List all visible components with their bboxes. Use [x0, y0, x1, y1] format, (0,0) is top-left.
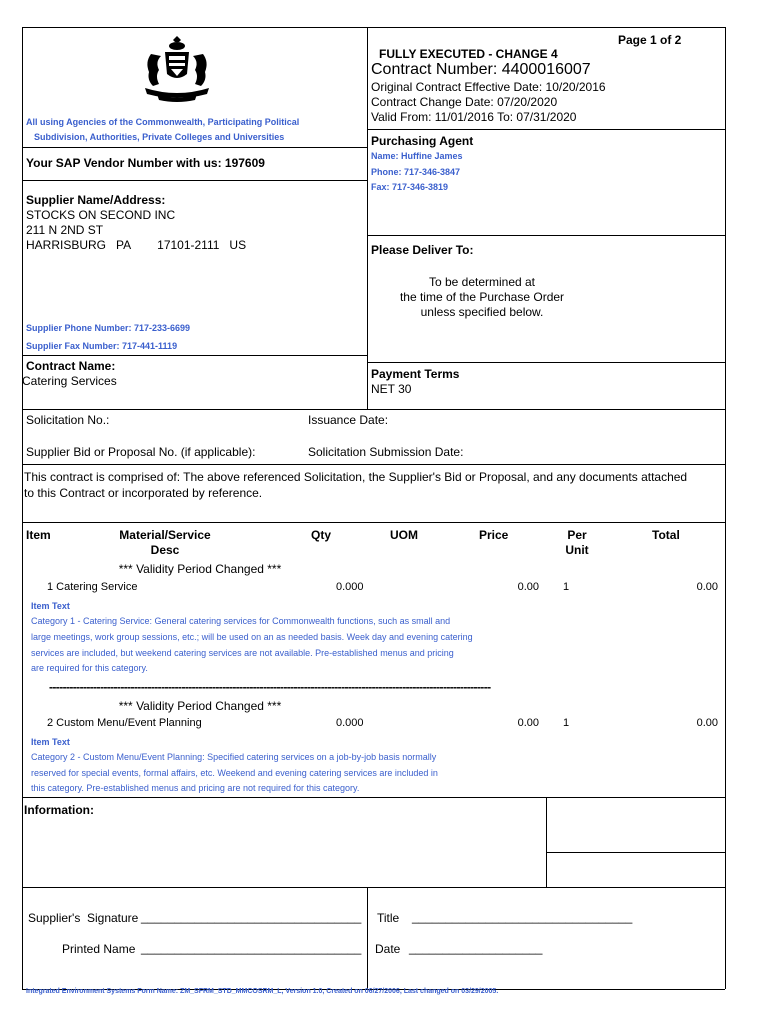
- printed-name-label: Printed Name: [62, 942, 136, 956]
- supplier-phone: Supplier Phone Number: 717-233-6699: [26, 323, 191, 333]
- item-2-text-label: Item Text: [31, 737, 70, 747]
- status-label: FULLY EXECUTED - CHANGE 4: [379, 47, 558, 61]
- item-2-text-line: Category 2 - Custom Menu/Event Planning: Specified catering services on a job-by-job basis normally: [31, 752, 437, 762]
- payment-terms-label: Payment Terms: [371, 367, 460, 381]
- col-uom: UOM: [390, 528, 418, 542]
- submission-date-label: Solicitation Submission Date:: [308, 445, 464, 459]
- item-2-qty: 0.000: [336, 717, 364, 729]
- frame-top: [22, 27, 725, 28]
- signature-label: Supplier's Signature: [28, 911, 139, 925]
- col-per-1: Per: [567, 528, 587, 542]
- item-1-qty: 0.000: [336, 581, 364, 593]
- item-1-text-line: Category 1 - Catering Service: General catering services for Commonwealth functions, such as small and: [31, 616, 451, 626]
- item-1-text-line: are required for this category.: [31, 663, 148, 673]
- divider-left-2: [22, 180, 367, 181]
- printed-name-field[interactable]: _________________________________: [141, 941, 362, 955]
- divider-full-4: [22, 797, 725, 798]
- item-1-price: 0.00: [517, 581, 539, 593]
- signature-divider: [367, 887, 368, 989]
- item-1-text-line: large meetings, work group sessions, etc.; will be used on an as needed basis. Week day and evening catering: [31, 632, 473, 642]
- information-divider: [546, 797, 547, 887]
- supplier-name: STOCKS ON SECOND INC: [26, 208, 176, 222]
- frame-right: [725, 27, 726, 989]
- valid-range: Valid From: 11/01/2016 To: 07/31/2020: [371, 110, 577, 124]
- bid-number-label: Supplier Bid or Proposal No. (if applicable):: [26, 445, 256, 459]
- item-1-text-line: services are included, but weekend catering services are not available. Pre-established menus and pricing: [31, 648, 454, 658]
- item-1-per: 1: [563, 581, 570, 593]
- supplier-street: 211 N 2ND ST: [26, 223, 104, 237]
- divider-right-1: [367, 129, 725, 130]
- divider-full-2: [22, 464, 725, 465]
- col-price: Price: [479, 528, 509, 542]
- divider-left-3: [22, 355, 367, 356]
- item-2-text-line: this category. Pre-established menus and pricing are not required for this category.: [31, 783, 360, 793]
- item-1-total: 0.00: [696, 581, 718, 593]
- item-1-validity: *** Validity Period Changed ***: [118, 562, 282, 576]
- information-box-line: [546, 852, 725, 853]
- purchasing-agent-title: Purchasing Agent: [371, 134, 474, 148]
- agent-name: Name: Huffine James: [371, 151, 463, 161]
- col-total: Total: [652, 528, 680, 542]
- supplier-label: Supplier Name/Address:: [26, 193, 166, 207]
- divider-full-3: [22, 522, 725, 523]
- solicitation-number-label: Solicitation No.:: [26, 413, 110, 427]
- col-material-2: Desc: [150, 543, 180, 557]
- signature-field[interactable]: _________________________________: [141, 910, 362, 924]
- issuance-date-label: Issuance Date:: [308, 413, 389, 427]
- deliver-to-line3: unless specified below.: [420, 305, 544, 319]
- item-2-per: 1: [563, 717, 570, 729]
- information-label: Information:: [24, 803, 94, 817]
- comprised-line1: This contract is comprised of: The above referenced Solicitation, the Supplier's Bid or Proposal, and any documents attached: [24, 470, 688, 484]
- contract-number: Contract Number: 4400016007: [371, 61, 591, 78]
- item-2-price: 0.00: [517, 717, 539, 729]
- col-material-1: Material/Service: [119, 528, 211, 542]
- item-2-validity: *** Validity Period Changed ***: [118, 699, 282, 713]
- column-divider: [367, 27, 368, 409]
- commonwealth-seal-icon: [137, 36, 217, 104]
- divider-full-1: [22, 409, 725, 410]
- agencies-note-line2: Subdivision, Authorities, Private Colleges and Universities: [34, 132, 285, 142]
- supplier-fax: Supplier Fax Number: 717-441-1119: [26, 341, 178, 351]
- col-qty: Qty: [311, 528, 332, 542]
- vendor-number: Your SAP Vendor Number with us: 197609: [26, 156, 265, 170]
- agent-fax: Fax: 717-346-3819: [371, 182, 449, 192]
- divider-full-5: [22, 887, 725, 888]
- agencies-note-line1: All using Agencies of the Commonwealth, Participating Political: [26, 117, 300, 127]
- contract-name-label: Contract Name:: [26, 359, 116, 373]
- frame-left: [22, 27, 23, 989]
- comprised-line2: to this Contract or incorporated by reference.: [24, 486, 263, 500]
- page-number: Page 1 of 2: [618, 33, 682, 47]
- supplier-city: HARRISBURG PA 17101-2111 US: [26, 238, 247, 252]
- effective-date: Original Contract Effective Date: 10/20/2016: [371, 80, 606, 94]
- change-date: Contract Change Date: 07/20/2020: [371, 95, 558, 109]
- item-separator: ----------------------------------------------------------------------------------------------------------------------------------: [49, 680, 491, 694]
- divider-left-1: [22, 147, 367, 148]
- divider-right-2: [367, 235, 725, 236]
- date-label: Date: [375, 942, 401, 956]
- contract-name-value: Catering Services: [22, 374, 117, 388]
- divider-right-3: [367, 362, 725, 363]
- footer-form-name: Integrated Environment Systems Form Name: ZM_SFRM_STD_MMCOSRM_L, Version 1.0, Created on 06/27/2006, Last changed on 03/29/2005.: [26, 988, 499, 995]
- payment-terms-value: NET 30: [371, 382, 412, 396]
- item-2-text-line: reserved for special events, formal affairs, etc. Weekend and evening catering services are included in: [31, 768, 438, 778]
- title-label: Title: [377, 911, 400, 925]
- deliver-to-label: Please Deliver To:: [371, 243, 474, 257]
- item-2-total: 0.00: [696, 717, 718, 729]
- agent-phone: Phone: 717-346-3847: [371, 167, 461, 177]
- date-field[interactable]: ____________________: [409, 941, 543, 955]
- col-item: Item: [26, 528, 51, 542]
- item-2-desc: 2 Custom Menu/Event Planning: [47, 717, 202, 729]
- item-1-text-label: Item Text: [31, 601, 70, 611]
- deliver-to-line2: the time of the Purchase Order: [399, 290, 565, 304]
- deliver-to-line1: To be determined at: [428, 275, 536, 289]
- col-per-2: Unit: [565, 543, 589, 557]
- title-field[interactable]: _________________________________: [412, 910, 633, 924]
- item-1-desc: 1 Catering Service: [47, 581, 138, 593]
